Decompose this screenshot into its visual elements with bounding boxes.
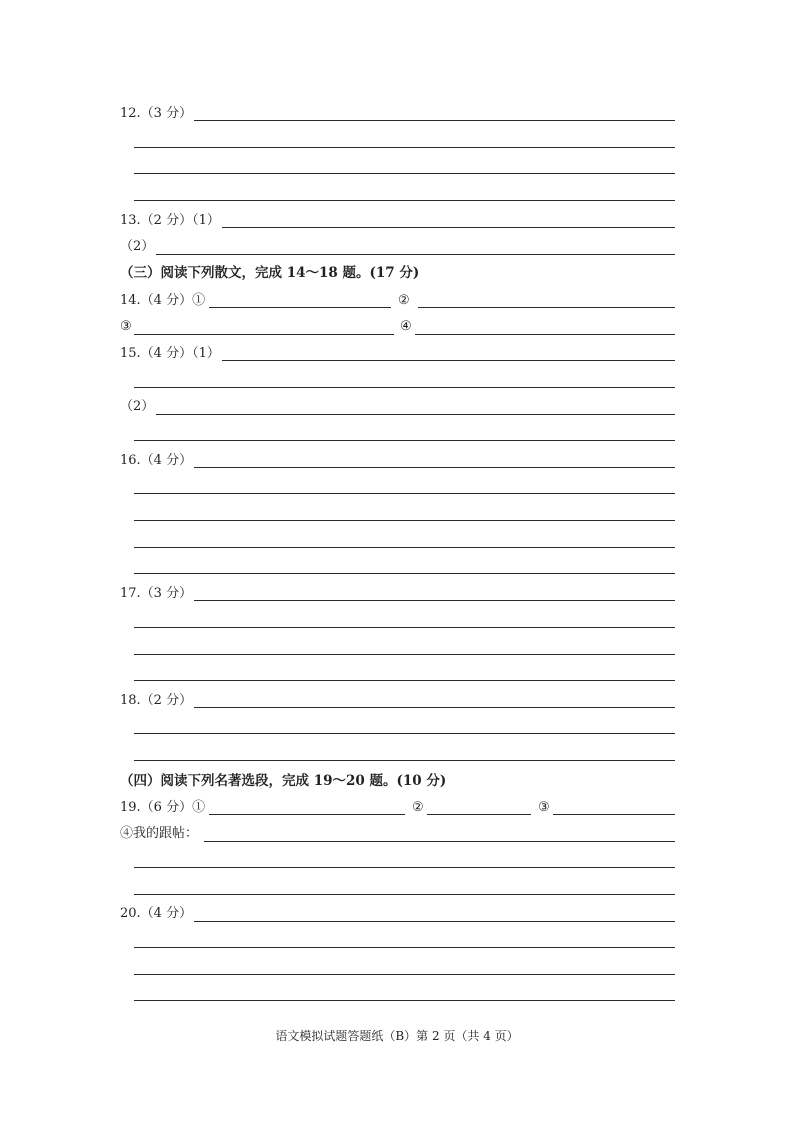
answer-line[interactable] bbox=[194, 120, 675, 121]
answer-line[interactable] bbox=[134, 680, 675, 681]
q12-label: 12.（3 分） bbox=[120, 106, 193, 121]
q19-marker-2: ② bbox=[412, 800, 424, 815]
q17-label: 17.（3 分） bbox=[120, 586, 193, 601]
q16-label: 16.（4 分） bbox=[120, 453, 193, 468]
answer-line[interactable] bbox=[134, 1000, 675, 1001]
answer-line[interactable] bbox=[156, 254, 675, 255]
answer-line[interactable] bbox=[134, 440, 675, 441]
answer-line[interactable] bbox=[427, 814, 531, 815]
answer-line[interactable] bbox=[134, 334, 394, 335]
answer-line[interactable] bbox=[553, 814, 675, 815]
answer-line[interactable] bbox=[134, 947, 675, 948]
answer-line[interactable] bbox=[194, 467, 675, 468]
answer-line[interactable] bbox=[134, 200, 675, 201]
q14-label: 14.（4 分）① bbox=[120, 293, 206, 308]
answer-line[interactable] bbox=[194, 600, 675, 601]
answer-line[interactable] bbox=[134, 654, 675, 655]
q15-part2-label: （2） bbox=[120, 399, 155, 414]
q14-marker-3: ③ bbox=[120, 319, 132, 334]
q18-label: 18.（2 分） bbox=[120, 693, 193, 708]
q19-label: 19.（6 分）① bbox=[120, 800, 206, 815]
answer-line[interactable] bbox=[222, 360, 675, 361]
answer-line[interactable] bbox=[134, 867, 675, 868]
answer-line[interactable] bbox=[134, 493, 675, 494]
answer-line[interactable] bbox=[134, 147, 675, 148]
answer-line[interactable] bbox=[134, 387, 675, 388]
answer-line[interactable] bbox=[194, 707, 675, 708]
section-4-title: （四）阅读下列名著选段，完成 19～20 题。(10 分) bbox=[120, 773, 447, 789]
q14-marker-2: ② bbox=[398, 293, 410, 308]
answer-line[interactable] bbox=[134, 894, 675, 895]
answer-line[interactable] bbox=[134, 733, 675, 734]
q13-label: 13.（2 分）（1） bbox=[120, 213, 220, 228]
q14-marker-4: ④ bbox=[400, 319, 412, 334]
answer-line[interactable] bbox=[134, 627, 675, 628]
answer-line[interactable] bbox=[209, 307, 391, 308]
answer-line[interactable] bbox=[156, 414, 675, 415]
q13-part2-label: （2） bbox=[120, 239, 155, 254]
answer-line[interactable] bbox=[194, 921, 675, 922]
answer-line[interactable] bbox=[134, 173, 675, 174]
answer-line[interactable] bbox=[134, 520, 675, 521]
section-3-title: （三）阅读下列散文，完成 14～18 题。(17 分) bbox=[120, 265, 420, 281]
answer-line[interactable] bbox=[134, 573, 675, 574]
page-footer: 语文模拟试题答题纸（B）第 2 页（共 4 页） bbox=[275, 1029, 519, 1043]
answer-line[interactable] bbox=[209, 814, 405, 815]
answer-line[interactable] bbox=[204, 841, 675, 842]
answer-line[interactable] bbox=[415, 334, 675, 335]
answer-line[interactable] bbox=[418, 307, 675, 308]
answer-line[interactable] bbox=[222, 227, 675, 228]
q20-label: 20.（4 分） bbox=[120, 906, 193, 921]
answer-line[interactable] bbox=[134, 760, 675, 761]
q19-marker-3: ③ bbox=[538, 800, 550, 815]
q15-label: 15.（4 分）（1） bbox=[120, 346, 220, 361]
q19-followup-label: ④我的跟帖： bbox=[120, 826, 199, 841]
answer-line[interactable] bbox=[134, 974, 675, 975]
answer-line[interactable] bbox=[134, 547, 675, 548]
